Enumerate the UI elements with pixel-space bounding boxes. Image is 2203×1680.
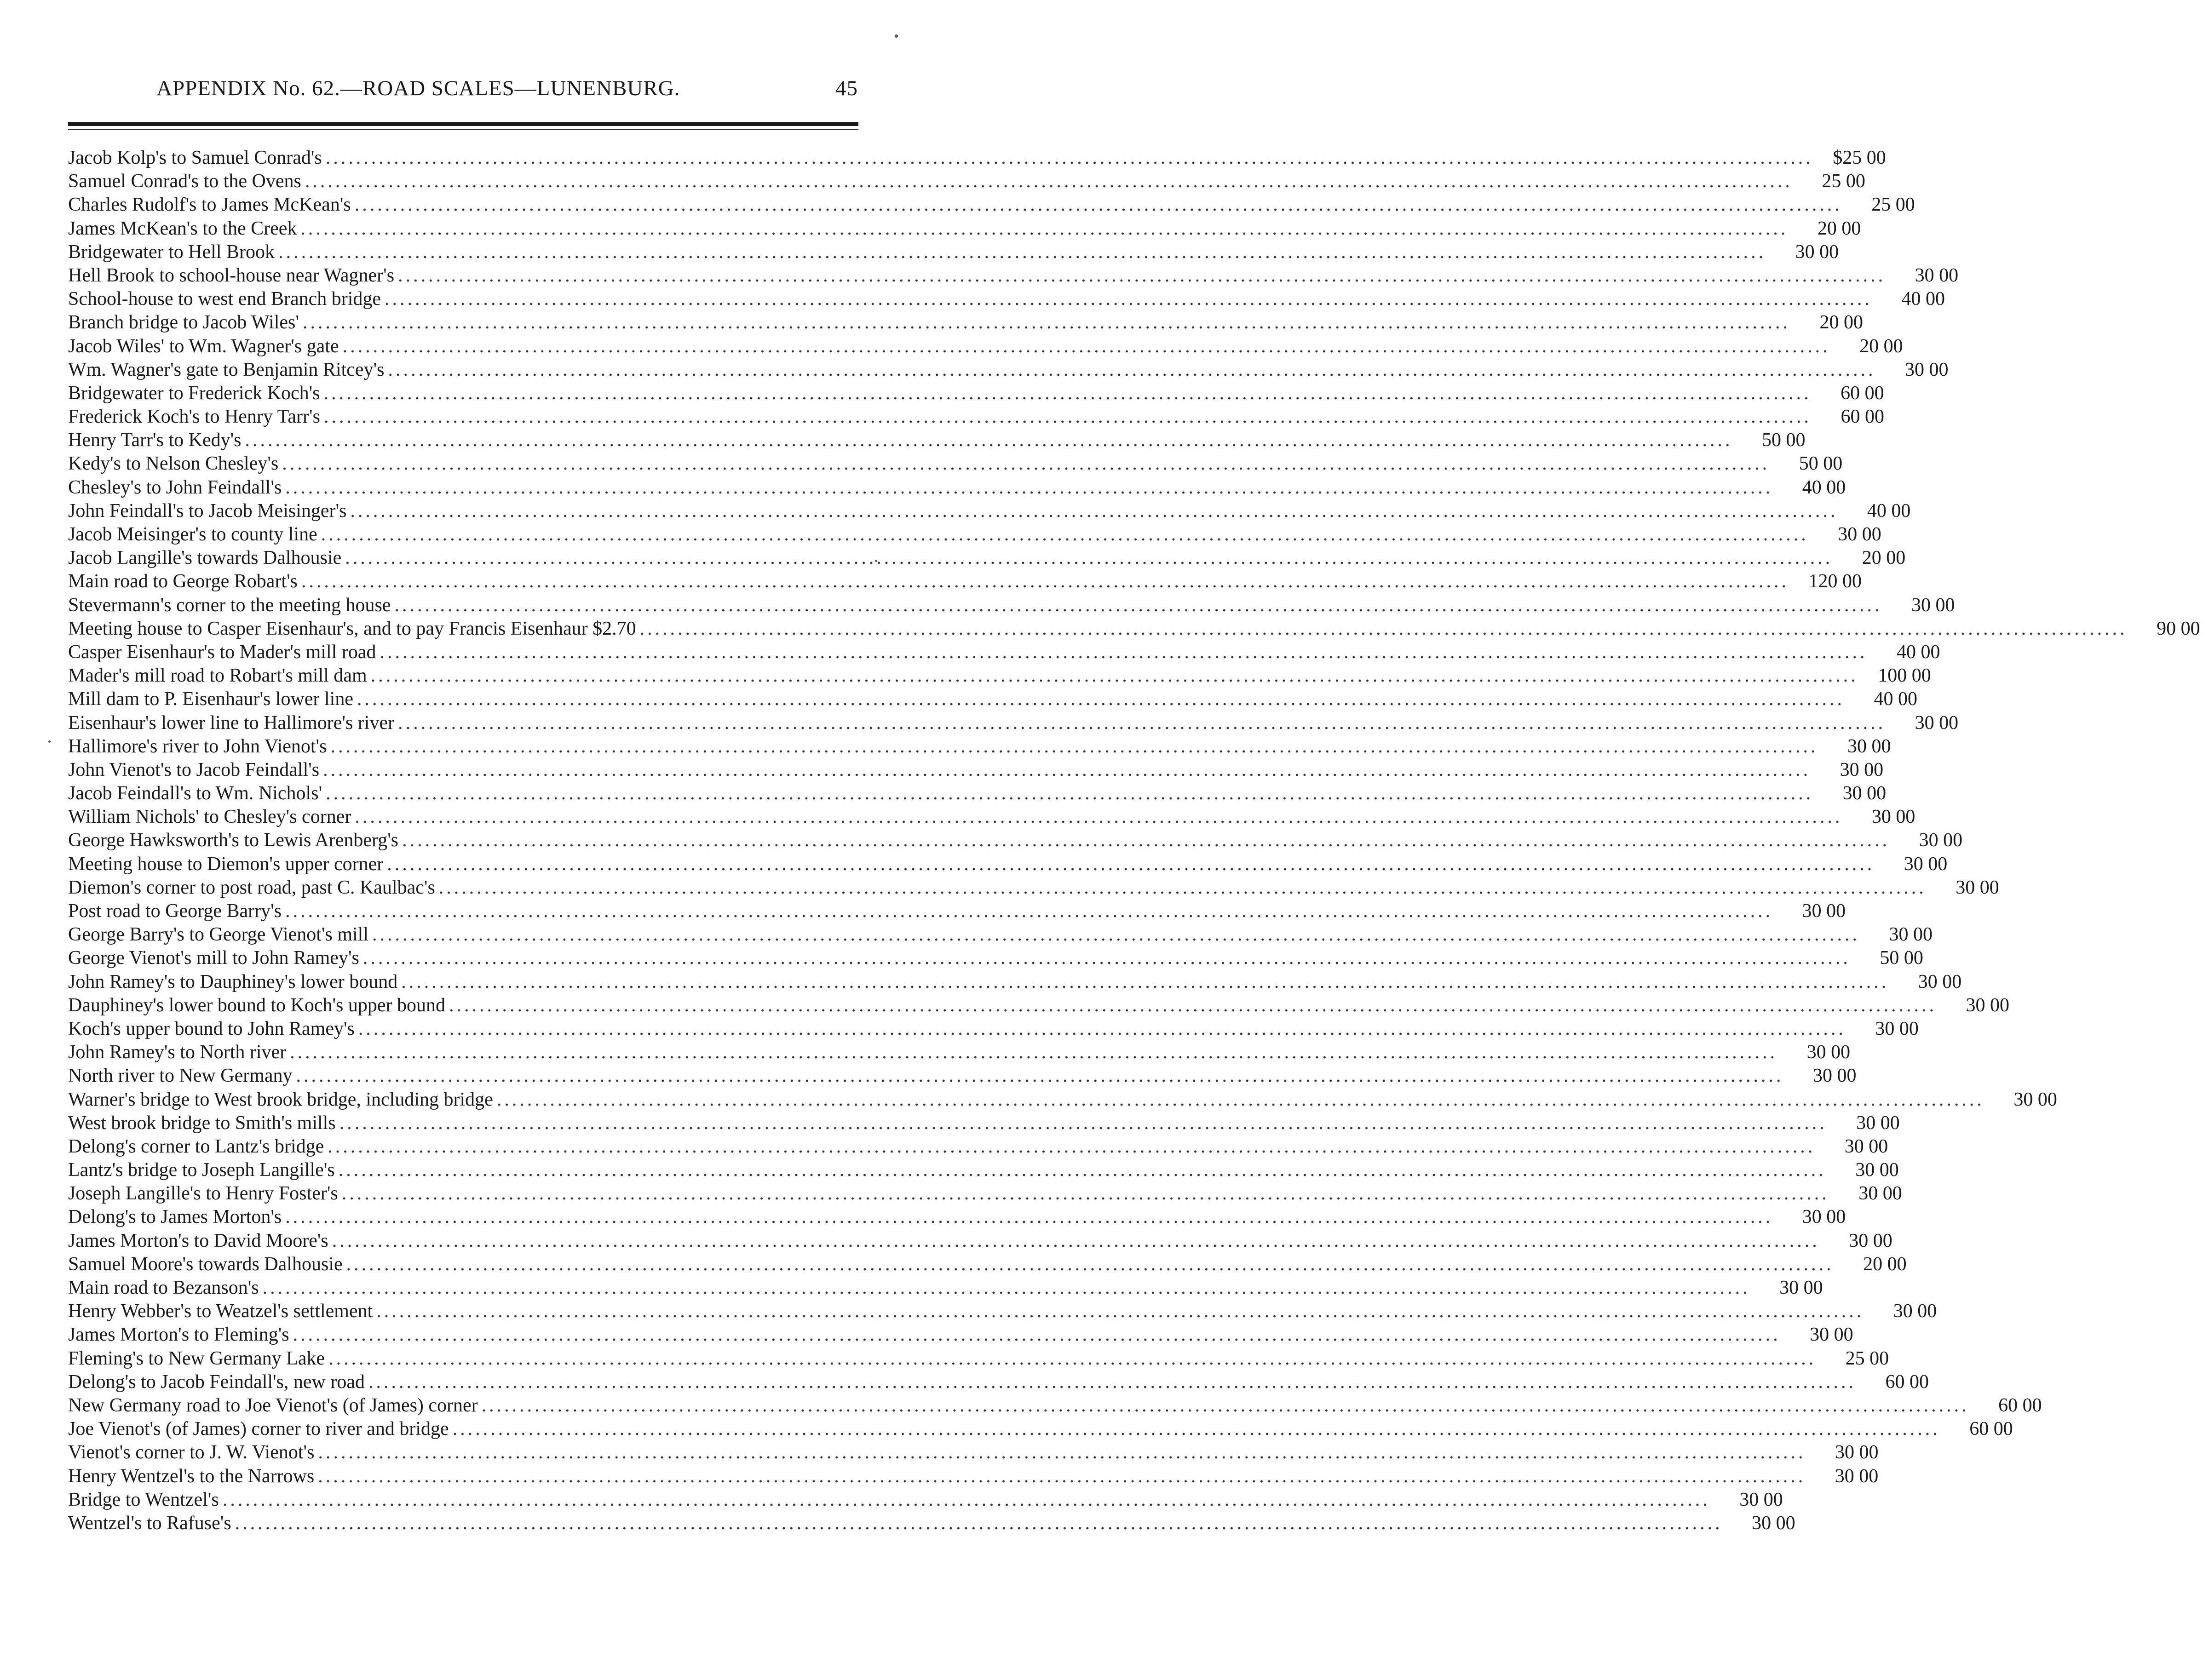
list-item — [68, 335, 1903, 358]
list-item — [68, 570, 1862, 593]
entry-description: Delong's to Jacob Feindall's, new road — [68, 1371, 365, 1393]
dot-leader — [497, 1088, 1984, 1112]
header-rule-thick — [68, 122, 858, 126]
entry-amount: 40 00 — [1874, 688, 1917, 710]
dot-leader — [439, 876, 1927, 900]
list-item — [68, 1253, 1907, 1276]
entry-amount: 30 00 — [1847, 735, 1891, 757]
dot-leader — [293, 1323, 1781, 1347]
entry-description: Mill dam to P. Eisenhaur's lower line — [68, 688, 353, 710]
dot-leader — [371, 664, 1858, 688]
page-header — [156, 76, 858, 108]
entry-description: Main road to George Robart's — [68, 571, 298, 592]
list-item — [68, 1182, 1902, 1205]
list-item — [68, 664, 1931, 688]
list-item — [68, 1300, 1937, 1323]
list-item — [68, 1158, 1899, 1182]
list-item — [68, 688, 1917, 711]
entry-amount: 30 00 — [1835, 1442, 1879, 1463]
dot-leader — [482, 1394, 1969, 1417]
list-item — [68, 1017, 1919, 1041]
entry-description: Bridgewater to Hell Brook — [68, 241, 275, 263]
dot-leader — [453, 1417, 1940, 1441]
entry-description: Dauphiney's lower bound to Koch's upper bound — [68, 994, 446, 1016]
list-item — [68, 405, 1884, 429]
entry-amount: 30 00 — [1806, 1042, 1851, 1063]
entry-amount: 30 00 — [1918, 971, 1962, 992]
entry-amount: 90 00 — [2157, 618, 2200, 639]
entry-amount: 20 00 — [1859, 335, 1903, 357]
list-item — [68, 735, 1891, 758]
entry-amount: 25 00 — [1845, 1347, 1889, 1369]
entry-description: North river to New Germany — [68, 1065, 293, 1087]
entry-description: Henry Webber's to Weatzel's settlement — [68, 1301, 373, 1322]
list-item — [68, 994, 2010, 1017]
entry-amount: 30 00 — [1802, 900, 1846, 922]
list-item — [68, 1135, 1888, 1158]
entry-description: Henry Tarr's to Kedy's — [68, 430, 242, 451]
list-item — [68, 829, 1963, 852]
list-item — [68, 546, 1906, 570]
dot-leader — [398, 711, 1886, 735]
entry-description: George Hawksworth's to Lewis Arenberg's — [68, 830, 399, 851]
dot-leader — [339, 1158, 1826, 1182]
entry-description: Casper Eisenhaur's to Mader's mill road — [68, 641, 376, 663]
entry-amount: 100 00 — [1878, 665, 1931, 687]
entry-description: Delong's to James Morton's — [68, 1206, 282, 1228]
dot-leader — [358, 1017, 1846, 1041]
list-item — [68, 452, 1843, 476]
list-item — [68, 287, 1945, 311]
entry-amount: 20 00 — [1863, 1253, 1907, 1275]
entry-description: Bridge to Wentzel's — [68, 1489, 219, 1510]
entry-amount: 30 00 — [1858, 1183, 1902, 1204]
dot-leader — [285, 900, 1773, 923]
list-item — [68, 499, 1911, 523]
dot-leader — [332, 1229, 1820, 1253]
dot-leader — [346, 1253, 1834, 1276]
entry-amount: 30 00 — [1889, 924, 1933, 946]
entry-description: Frederick Koch's to Henry Tarr's — [68, 406, 320, 428]
entry-amount: 30 00 — [1838, 524, 1881, 545]
entry-description: Main road to Bezanson's — [68, 1277, 259, 1298]
dot-leader — [303, 311, 1790, 334]
entry-description: Samuel Conrad's to the Ovens — [68, 171, 301, 192]
entry-amount: 20 00 — [1862, 547, 1906, 569]
list-item — [68, 1347, 1889, 1370]
dot-leader — [263, 1276, 1750, 1300]
list-item — [68, 193, 1915, 217]
dot-leader — [278, 241, 1766, 264]
entry-description: Mader's mill road to Robart's mill dam — [68, 665, 367, 687]
entry-description: Henry Wentzel's to the Narrows — [68, 1465, 315, 1487]
entry-amount: 30 00 — [1904, 359, 1949, 380]
entry-amount: 60 00 — [1841, 382, 1884, 404]
list-item — [68, 1441, 1879, 1464]
print-speck — [895, 34, 898, 38]
dot-leader — [387, 853, 1875, 876]
dot-leader — [323, 758, 1811, 782]
entry-amount: 30 00 — [1752, 1512, 1795, 1534]
dot-leader — [339, 1112, 1827, 1135]
entry-amount: 40 00 — [1901, 288, 1945, 310]
entry-description: John Ramey's to North river — [68, 1042, 287, 1063]
entry-description: John Feindall's to Jacob Meisinger's — [68, 500, 347, 522]
entry-amount: 40 00 — [1802, 476, 1846, 498]
list-item — [68, 1276, 1823, 1300]
entry-description: John Ramey's to Dauphiney's lower bound — [68, 971, 398, 992]
entry-amount: 30 00 — [1842, 783, 1887, 804]
entry-description: George Vienot's mill to John Ramey's — [68, 947, 359, 969]
dot-leader — [318, 1441, 1806, 1464]
entry-description: Diemon's corner to post road, past C. Kaulbac's — [68, 877, 435, 898]
entry-amount: 120 00 — [1808, 571, 1862, 592]
dot-leader — [368, 1370, 1856, 1394]
page-number: 45 — [835, 76, 858, 100]
page-title: APPENDIX No. 62.—ROAD SCALES—LUNENBURG. — [156, 76, 680, 100]
dot-leader — [223, 1488, 1710, 1512]
dot-leader — [402, 829, 1890, 852]
list-item — [68, 241, 1839, 264]
entry-description: Meeting house to Casper Eisenhaur's, and to pay Francis Eisenhaur $2.70 — [68, 618, 636, 639]
list-item — [68, 1370, 1929, 1394]
entry-description: Chesley's to John Feindall's — [68, 476, 282, 498]
list-item — [68, 382, 1884, 405]
list-item — [68, 358, 1949, 382]
entry-amount: 60 00 — [1885, 1371, 1929, 1393]
dot-leader — [324, 405, 1812, 429]
header-rule-thin — [68, 129, 858, 130]
road-scale-list — [68, 146, 2200, 1535]
entry-amount: 30 00 — [1966, 994, 2010, 1016]
list-item — [68, 782, 1887, 805]
entry-description: Jacob Wiles' to Wm. Wagner's gate — [68, 335, 339, 357]
entry-amount: 30 00 — [1835, 1465, 1879, 1487]
entry-amount: 20 00 — [1817, 218, 1861, 239]
entry-description: Kedy's to Nelson Chesley's — [68, 453, 279, 475]
dot-leader — [290, 1041, 1777, 1064]
entry-description: Lantz's bridge to Joseph Langille's — [68, 1159, 335, 1181]
dot-leader — [372, 923, 1860, 946]
entry-description: Hell Brook to school-house near Wagner's — [68, 264, 395, 286]
entry-description: John Vienot's to Jacob Feindall's — [68, 759, 320, 780]
entry-amount: 30 00 — [1904, 853, 1948, 875]
entry-amount: 25 00 — [1871, 194, 1915, 216]
entry-amount: $25 00 — [1833, 147, 1886, 168]
entry-description: Joe Vienot's (of James) corner to river and bridge — [68, 1418, 449, 1440]
entry-description: James Morton's to Fleming's — [68, 1324, 289, 1346]
list-item — [68, 876, 1999, 900]
entry-amount: 40 00 — [1867, 500, 1911, 522]
dot-leader — [342, 1182, 1829, 1205]
entry-description: James McKean's to the Creek — [68, 218, 297, 239]
entry-description: Bridgewater to Frederick Koch's — [68, 382, 320, 404]
dot-leader — [324, 382, 1812, 405]
entry-description: Koch's upper bound to John Ramey's — [68, 1018, 355, 1039]
dot-leader — [318, 1465, 1806, 1488]
list-item — [68, 1417, 2013, 1441]
entry-description: Jacob Langille's towards Dalhousie — [68, 547, 342, 569]
entry-description: Joseph Langille's to Henry Foster's — [68, 1183, 338, 1204]
dot-leader — [345, 546, 1833, 570]
list-item — [68, 853, 1948, 876]
dot-leader — [282, 452, 1770, 476]
list-item — [68, 946, 1923, 970]
list-item — [68, 1205, 1846, 1229]
entry-amount: 50 00 — [1762, 430, 1806, 451]
list-item — [68, 1323, 1853, 1347]
dot-leader — [401, 970, 1889, 994]
list-item — [68, 1064, 1857, 1088]
list-item — [68, 146, 1886, 170]
entry-description: Fleming's to New Germany Lake — [68, 1347, 325, 1369]
list-item — [68, 476, 1846, 499]
list-item — [68, 217, 1861, 241]
list-item — [68, 1229, 1892, 1253]
list-item — [68, 900, 1846, 923]
entry-amount: 30 00 — [1911, 594, 1955, 616]
dot-leader — [398, 264, 1886, 287]
entry-description: West brook bridge to Smith's mills — [68, 1112, 336, 1134]
entry-description: Warner's bridge to West brook bridge, including bridge — [68, 1089, 493, 1110]
entry-amount: 30 00 — [1875, 1018, 1919, 1039]
dot-leader — [300, 217, 1788, 241]
list-item — [68, 170, 1865, 193]
entry-amount: 30 00 — [1956, 877, 1999, 898]
entry-amount: 30 00 — [1739, 1489, 1783, 1510]
dot-leader — [305, 170, 1793, 193]
list-item — [68, 1394, 2042, 1417]
entry-amount: 30 00 — [1844, 1135, 1888, 1157]
entry-amount: 30 00 — [1813, 1065, 1857, 1087]
list-item — [68, 1112, 1900, 1135]
list-item — [68, 1512, 1795, 1535]
dot-leader — [321, 523, 1809, 546]
dot-leader — [355, 805, 1842, 829]
list-item — [68, 264, 1959, 287]
entry-amount: 20 00 — [1819, 312, 1863, 333]
dot-leader — [326, 782, 1813, 805]
entry-amount: 30 00 — [1915, 712, 1959, 734]
entry-amount: 30 00 — [1893, 1301, 1937, 1322]
entry-description: Wm. Wagner's gate to Benjamin Ritcey's — [68, 359, 385, 380]
list-item — [68, 711, 1959, 735]
dot-leader — [376, 1300, 1864, 1323]
dot-leader — [326, 146, 1813, 170]
entry-amount: 30 00 — [1802, 1206, 1846, 1228]
entry-amount: 30 00 — [1871, 806, 1915, 828]
dot-leader — [640, 617, 2128, 641]
entry-amount: 30 00 — [1849, 1230, 1892, 1251]
entry-amount: 30 00 — [1810, 1324, 1853, 1346]
entry-description: Stevermann's corner to the meeting house — [68, 594, 391, 616]
entry-description: Vienot's corner to J. W. Vienot's — [68, 1442, 315, 1463]
dot-leader — [328, 1347, 1816, 1370]
entry-amount: 25 00 — [1822, 171, 1865, 192]
list-item — [68, 429, 1806, 452]
dot-leader — [285, 476, 1773, 499]
entry-amount: 30 00 — [1855, 1159, 1899, 1181]
dot-leader — [355, 193, 1842, 217]
dot-leader — [350, 499, 1838, 523]
dot-leader — [449, 994, 1937, 1017]
entry-description: School-house to west end Branch bridge — [68, 288, 381, 310]
entry-description: George Barry's to George Vienot's mill — [68, 924, 369, 946]
list-item — [68, 758, 1884, 782]
entry-description: New Germany road to Joe Vienot's (of James) corner — [68, 1394, 478, 1416]
list-item — [68, 970, 1962, 994]
entry-description: Wentzel's to Rafuse's — [68, 1512, 231, 1534]
dot-leader — [380, 641, 1867, 664]
entry-amount: 60 00 — [1841, 406, 1884, 428]
dot-leader — [285, 1205, 1773, 1229]
entry-description: Jacob Kolp's to Samuel Conrad's — [68, 147, 322, 168]
entry-description: Branch bridge to Jacob Wiles' — [68, 312, 299, 333]
dot-leader — [330, 735, 1818, 758]
entry-description: Meeting house to Diemon's upper corner — [68, 853, 384, 875]
list-item — [68, 1488, 1783, 1512]
dot-leader — [395, 594, 1882, 617]
print-speck — [875, 560, 877, 562]
list-item — [68, 1465, 1879, 1488]
list-item — [68, 923, 1933, 946]
dot-leader — [328, 1135, 1815, 1158]
entry-description: Charles Rudolf's to James McKean's — [68, 194, 351, 216]
list-item — [68, 617, 2200, 641]
dot-leader — [235, 1512, 1723, 1535]
entry-amount: 30 00 — [1919, 830, 1963, 851]
entry-amount: 30 00 — [1779, 1277, 1823, 1298]
entry-description: Eisenhaur's lower line to Hallimore's river — [68, 712, 395, 734]
dot-leader — [296, 1064, 1784, 1088]
list-item — [68, 594, 1955, 617]
entry-amount: 30 00 — [1856, 1112, 1900, 1134]
dot-leader — [357, 688, 1845, 711]
entry-amount: 60 00 — [1969, 1418, 2013, 1440]
dot-leader — [385, 287, 1872, 311]
dot-leader — [245, 429, 1733, 452]
entry-description: Jacob Feindall's to Wm. Nichols' — [68, 783, 322, 804]
entry-description: Jacob Meisinger's to county line — [68, 524, 317, 545]
entry-description: Samuel Moore's towards Dalhousie — [68, 1253, 343, 1275]
entry-description: Delong's corner to Lantz's bridge — [68, 1135, 324, 1157]
list-item — [68, 641, 1940, 664]
entry-amount: 40 00 — [1896, 641, 1940, 663]
entry-description: Hallimore's river to John Vienot's — [68, 735, 327, 757]
entry-description: James Morton's to David Moore's — [68, 1230, 328, 1251]
entry-amount: 30 00 — [2013, 1089, 2057, 1110]
list-item — [68, 1041, 1851, 1064]
list-item — [68, 805, 1915, 829]
print-speck — [48, 740, 51, 743]
entry-amount: 60 00 — [1998, 1394, 2042, 1416]
entry-amount: 30 00 — [1795, 241, 1839, 263]
entry-amount: 30 00 — [1840, 759, 1884, 780]
entry-amount: 50 00 — [1799, 453, 1843, 475]
entry-description: Post road to George Barry's — [68, 900, 282, 922]
dot-leader — [363, 946, 1851, 970]
list-item — [68, 311, 1863, 334]
dot-leader — [388, 358, 1875, 382]
entry-amount: 30 00 — [1915, 264, 1959, 286]
list-item — [68, 523, 1881, 546]
dot-leader — [301, 570, 1789, 593]
dot-leader — [343, 335, 1830, 358]
entry-amount: 50 00 — [1880, 947, 1923, 969]
list-item — [68, 1088, 2057, 1112]
entry-description: William Nichols' to Chesley's corner — [68, 806, 351, 828]
